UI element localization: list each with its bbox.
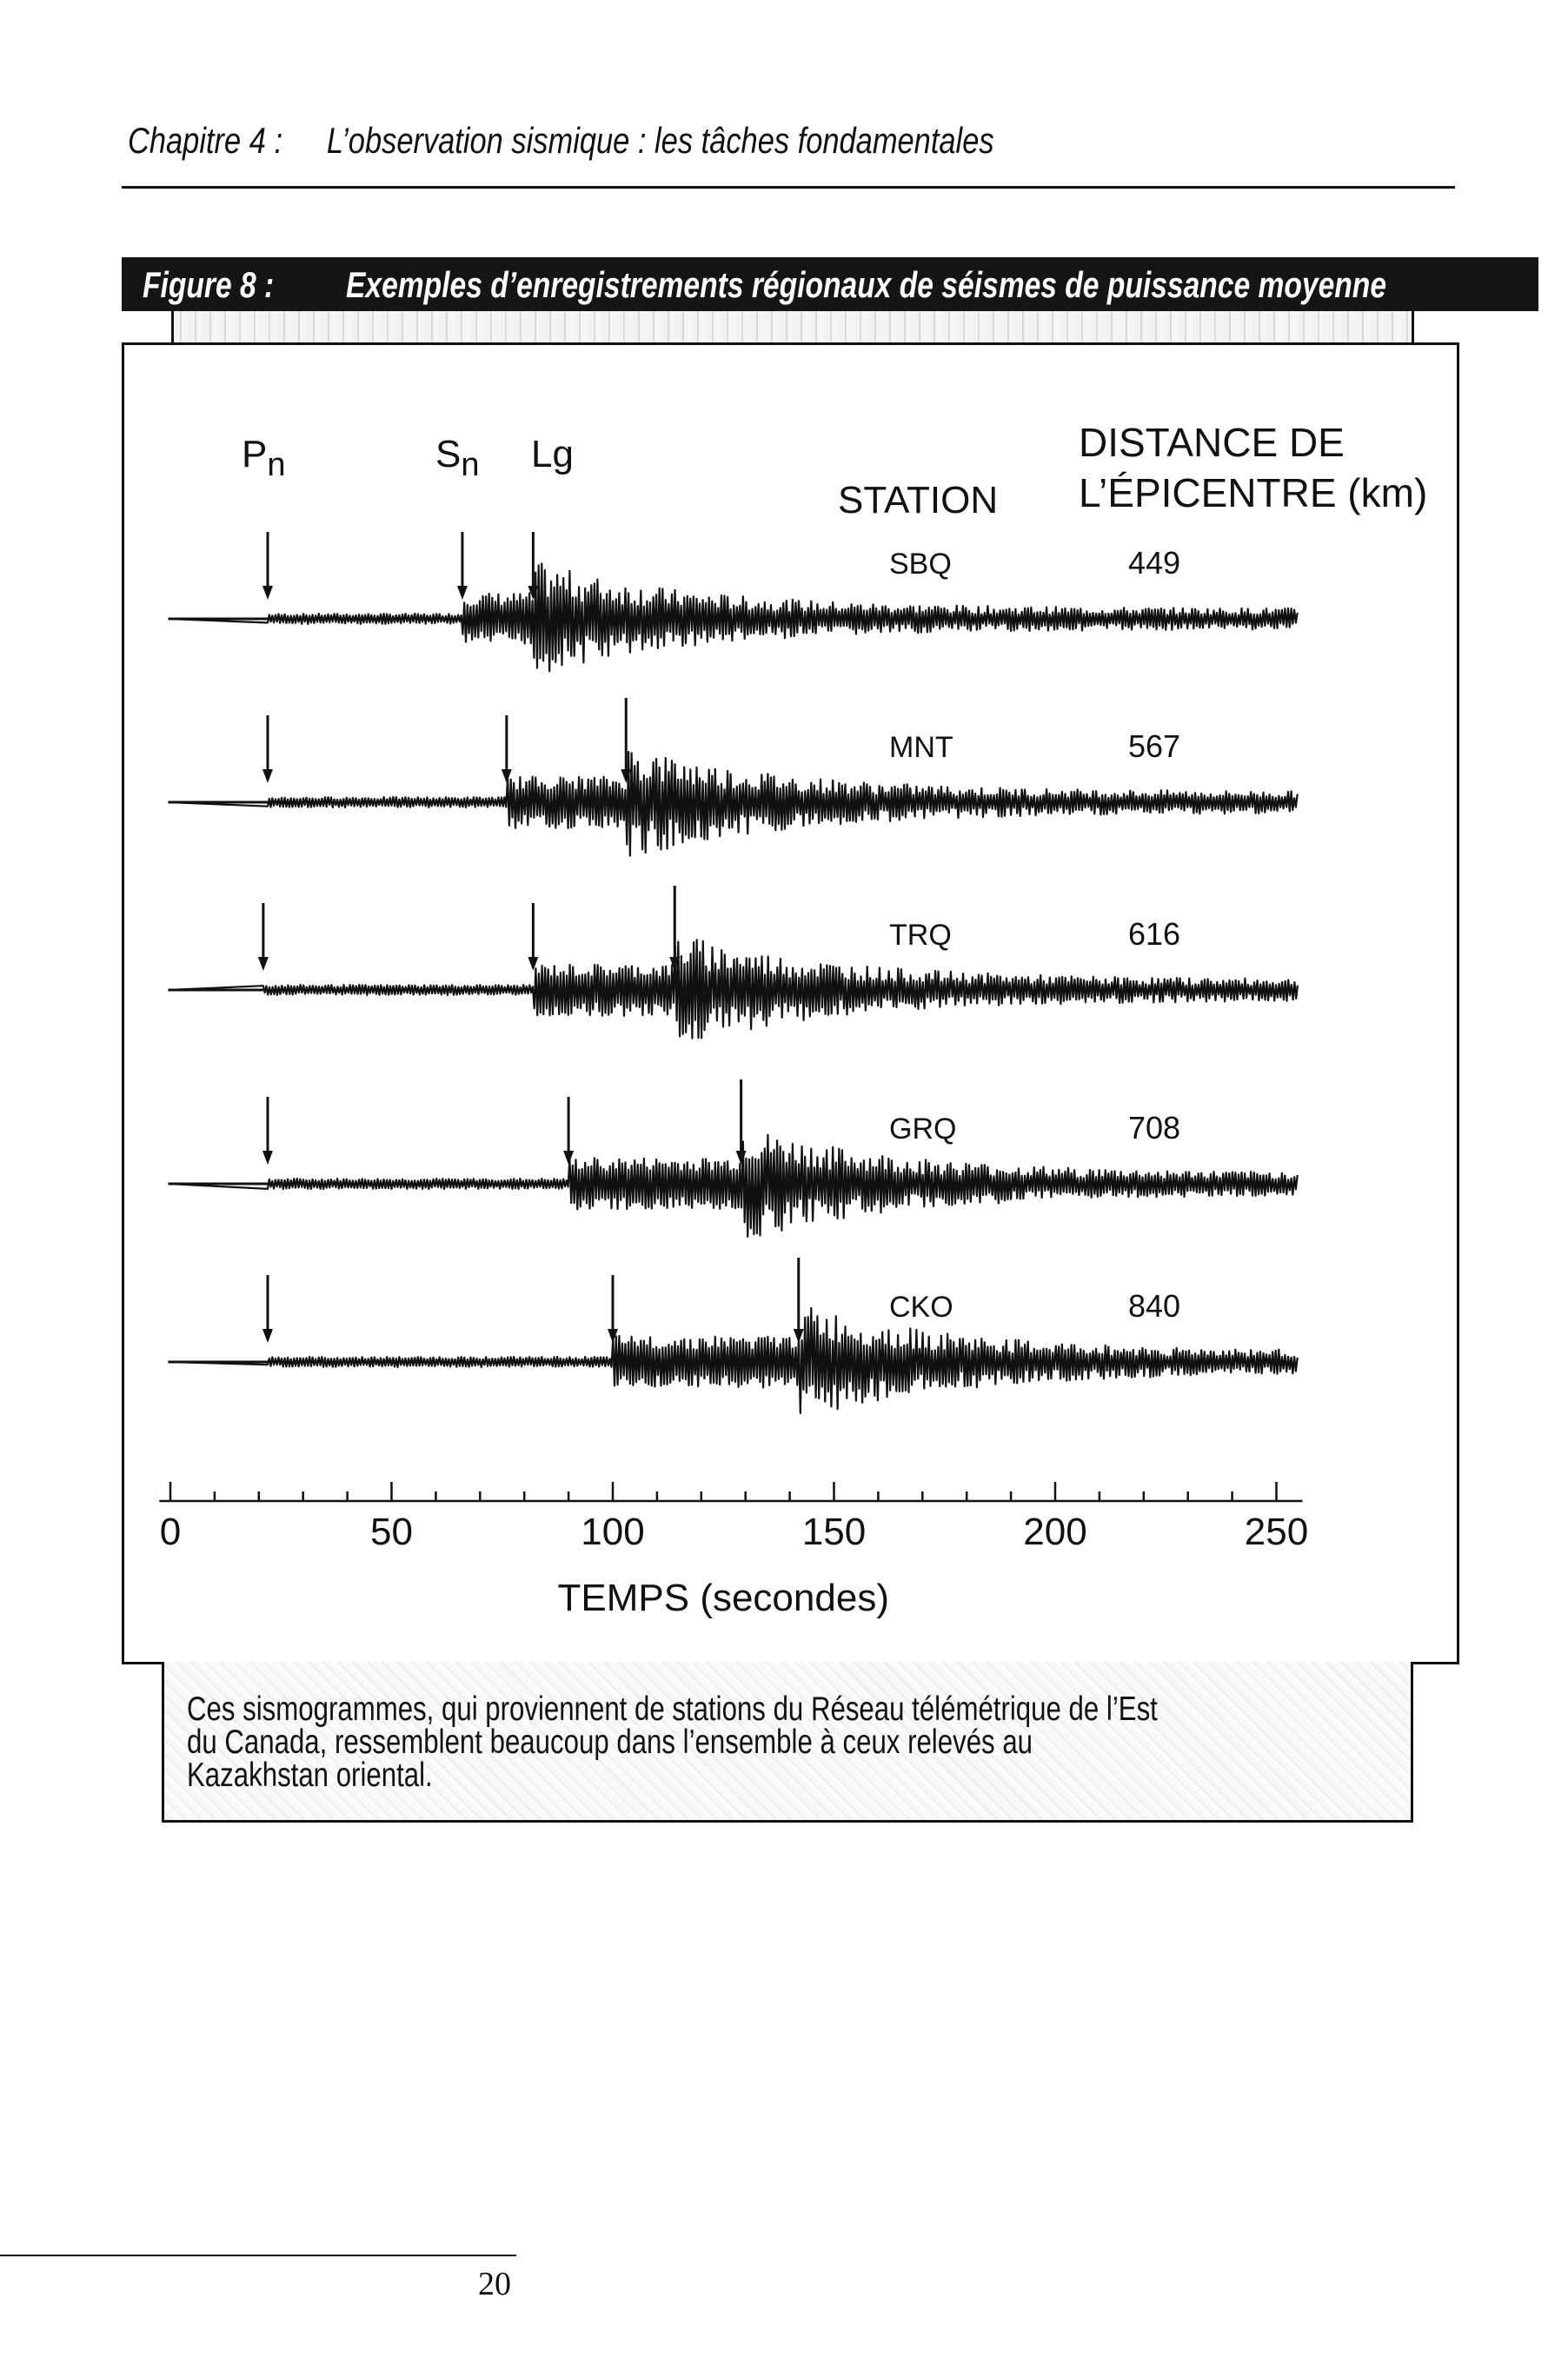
distance-value: 449: [1128, 545, 1181, 581]
pn-arrival-arrow: [262, 1275, 273, 1343]
lg-arrival-arrow: [669, 886, 680, 971]
seismogram-grq: [168, 1079, 1297, 1237]
lg-arrival-arrow: [736, 1079, 747, 1165]
time-axis-title: TEMPS (secondes): [557, 1577, 889, 1619]
seismogram-sbq: [168, 532, 1297, 671]
station-label: SBQ: [889, 548, 952, 581]
tick-label-250: 250: [1244, 1511, 1309, 1553]
distance-value: 840: [1128, 1288, 1181, 1324]
pn-arrival-arrow: [262, 715, 273, 783]
chapter-label: Chapitre 4 :: [128, 120, 283, 161]
sn-arrival-arrow: [528, 903, 538, 971]
tick-label-100: 100: [581, 1511, 645, 1553]
sn-arrival-arrow: [608, 1275, 618, 1343]
phase-label-pn: Pn: [242, 433, 286, 483]
distance-value: 567: [1128, 728, 1181, 764]
waveform: [169, 1308, 1298, 1413]
header-rule: [122, 186, 1455, 189]
lg-arrival-arrow: [528, 532, 538, 600]
waveform: [169, 1135, 1298, 1237]
tick-label-150: 150: [801, 1511, 867, 1553]
chapter-title: L’observation sismique : les tâches fondamentales: [326, 120, 994, 161]
chapter-header: [128, 120, 994, 162]
pn-arrival-arrow: [262, 1097, 273, 1165]
sn-arrival-arrow: [457, 532, 468, 600]
lg-arrival-arrow: [794, 1258, 804, 1343]
figure-number: Figure 8 :: [143, 264, 275, 305]
seismogram-traces: [168, 532, 1297, 1413]
lg-arrival-arrow: [621, 698, 631, 783]
sn-arrival-arrow: [502, 715, 512, 783]
figure-title: Exemples d’enregistrements régionaux de séismes de puissance moyenne: [346, 264, 1387, 305]
page-number: 20: [478, 2266, 511, 2302]
station-label: TRQ: [889, 919, 952, 952]
phase-label-sn: Sn: [435, 433, 480, 483]
figure-title-bar: [122, 257, 1538, 311]
figure-tab-shading: [171, 311, 1414, 342]
seismogram-cko: [168, 1258, 1297, 1413]
waveform: [169, 940, 1298, 1038]
tick-label-200: 200: [1023, 1511, 1087, 1553]
seismogram-trq: [168, 886, 1297, 1039]
figure-caption: Ces sismogrammes, qui proviennent de stations du Réseau télémétrique de l’Est du Canada, ressemblent beaucoup dans l’ensemble à ceux relevés au Kazakhstan oriental.: [187, 1690, 1158, 1794]
tick-label-0: 0: [159, 1511, 182, 1553]
seismogram-mnt: [168, 698, 1297, 856]
waveform: [169, 752, 1298, 856]
phase-label-lg: Lg: [531, 433, 574, 475]
figure-caption-box: [162, 1662, 1413, 1823]
distance-column-header-line2: L’ÉPICENTRE (km): [1079, 470, 1428, 515]
footer-rule: [0, 2255, 516, 2256]
distance-value: 616: [1128, 916, 1181, 952]
station-label: GRQ: [889, 1113, 957, 1146]
distance-value: 708: [1128, 1110, 1181, 1146]
station-label: MNT: [889, 731, 953, 764]
pn-arrival-arrow: [262, 532, 273, 600]
distance-column-header-line1: DISTANCE DE: [1079, 420, 1345, 465]
tick-label-50: 50: [370, 1511, 413, 1553]
sn-arrival-arrow: [563, 1097, 574, 1165]
seismogram-plot: [124, 345, 1457, 1662]
station-label: CKO: [889, 1291, 953, 1324]
station-column-header: STATION: [838, 479, 999, 521]
time-axis: [159, 1482, 1308, 1619]
pn-arrival-arrow: [258, 903, 269, 971]
seismogram-figure: [122, 342, 1459, 1664]
